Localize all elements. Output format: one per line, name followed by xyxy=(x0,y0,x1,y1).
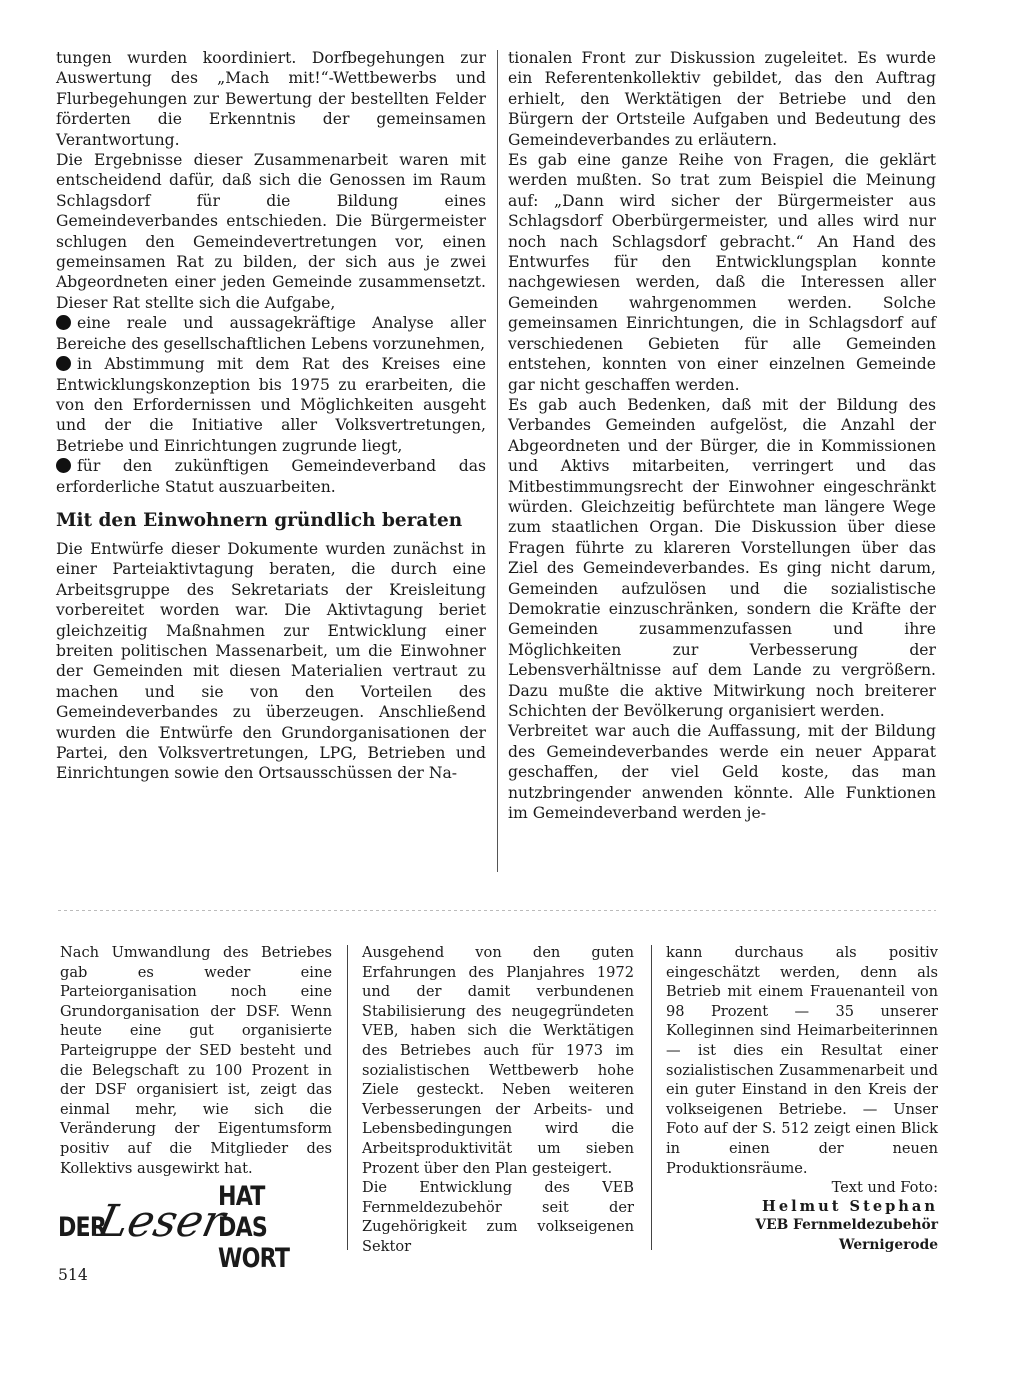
paragraph: Ausgehend von den guten Erfahrungen des Planjahres 1972 und der damit verbundenen Stabilisierung des neugegründeten VEB, haben sich die Werktätigen des Betriebes auch für 1973 im sozialistischen Wettbewerb hohe Ziele gesteckt. Neben weiteren Verbesserungen der Arbeits- und Lebensbedingungen wird die Arbeitsproduktivität um sieben Prozent über den Plan gesteigert. xyxy=(362,944,634,1177)
bullet-text: für den zukünftigen Gemeindeverband das erforderliche Statut auszuarbeiten. xyxy=(56,457,486,496)
credit-location: Wernigerode xyxy=(838,1236,938,1253)
logo-part: HAT DAS WORT xyxy=(217,1180,289,1274)
paragraph: Nach Umwandlung des Betriebes gab es weder eine Parteiorganisation noch eine Grundorganisation der DSF. Wenn heute eine gut organisierte Parteigruppe der SED besteht und die Belegschaft zu 100 Prozent in der DSF organisiert ist, zeigt das einmal mehr, wie sich die Veränderung der Eigentumsform positiv auf die Mitglieder des Kollektivs ausgewirkt hat. xyxy=(60,944,332,1177)
column-logo xyxy=(58,1180,330,1274)
paragraph: Es gab auch Bedenken, daß mit der Bildung des Verbandes Gemeinden aufgelöst, die Anzahl der Abgeordneten und der Bürger, die in Kommissionen und Aktivs mitarbeiten, verringert und das Mitbestimmungsrecht der Einwohner eingeschränkt würden. Gleichzeitig befürchtete man längere Wege zum staatlichen Organ. Die Diskussion über diese Fragen führte zu klareren Vorstellungen über das Ziel des Gemeindeverbandes. Es ging nicht darum, Gemeinden aufzulösen und die sozialistische Demokratie einzuschränken, sondern die Kräfte der Gemeinden zusammenzufassen und ihre Möglichkeiten zur Verbesserung der Lebensverhältnisse auf dem Lande zu vergrößern. Dazu mußte die aktive Mitwirkung noch breiterer Schichten der Bevölkerung organisiert werden. xyxy=(508,395,936,720)
page-number: 514 xyxy=(58,1266,88,1284)
bullet-text: in Abstimmung mit dem Rat des Kreises eine Entwicklungskonzeption bis 1975 zu erarbeiten, die von den Erfordernissen und Möglichkeiten ausgeht und der die Initiative aller Volksvertretungen, Betriebe und Einrichtungen zugrunde liegt, xyxy=(56,355,486,455)
credit-label: Text und Foto: xyxy=(831,1179,938,1196)
paragraph: kann durchaus als positiv eingeschätzt werden, denn als Betrieb mit einem Frauenanteil von 98 Prozent — 35 unserer Kolleginnen sind Heimarbeiterinnen — ist dies ein Resultat einer sozialistischen Zusammenarbeit und ein guter Einstand in den Kreis der volkseigenen Betriebe. — Unser Foto auf der S. 512 zeigt einen Blick in einen der neuen Produktionsräume. xyxy=(666,944,938,1177)
paragraph: Es gab eine ganze Reihe von Fragen, die geklärt werden mußten. So trat zum Beispiel die Meinung auf: „Dann wird sicher der Bürgermeister aus Schlagsdorf Oberbürgermeister, und alles wird nur noch nach Schlagsdorf gebracht.“ An Hand des Entwurfes für den Entwicklungsplan konnte nachgewiesen werden, daß die Interessen aller Gemeinden wahrgenommen werden. Solche gemeinsamen Einrichtungen, die in Schlagsdorf auf verschiedenen Gebieten für alle Gemeinden entstehen, konnten von einer einzelnen Gemeinde gar nicht geschaffen werden. xyxy=(508,151,936,394)
bullet-text: eine reale und aussagekräftige Analyse aller Bereiche des gesellschaftlichen Lebens vorzunehmen, xyxy=(56,314,486,353)
paragraph: tionalen Front zur Diskussion zugeleitet. Es wurde ein Referentenkollektiv gebildet, das den Auftrag erhielt, den Werktätigen der Betriebe und den Bürgern der Ortsteile Aufgaben und Bedeutung des Gemeindeverbandes zu erläutern. xyxy=(508,49,936,149)
left-column xyxy=(56,48,486,784)
section-separator xyxy=(58,910,936,911)
logo-script: Leser xyxy=(93,1196,230,1247)
section-heading: Mit den Einwohnern gründlich beraten xyxy=(56,509,463,531)
bullet-icon xyxy=(56,315,71,330)
paragraph: Verbreitet war auch die Auffassung, mit der Bildung des Gemeindeverbandes werde ein neuer Apparat geschaffen, der viel Geld koste, das man nutzbringender anwenden könnte. Alle Funktionen im Gemeindeverband werden je- xyxy=(508,722,936,823)
column-divider xyxy=(651,945,652,1250)
credit-org: VEB Fernmeldezubehör xyxy=(755,1217,938,1234)
bullet-item xyxy=(56,456,486,497)
bullet-icon xyxy=(56,356,71,371)
right-column xyxy=(508,48,936,823)
column-divider xyxy=(347,945,348,1250)
bullet-icon xyxy=(56,458,71,473)
logo-part: DER xyxy=(58,1211,107,1243)
letter-column-2 xyxy=(362,943,634,1257)
paragraph: tungen wurden koordiniert. Dorfbegehungen zur Auswertung des „Mach mit!“-Wettbewerbs und Flurbegehungen zur Bewertung der bestellten Felder förderten die Erkenntnis der gemeinsamen Verantwortung. xyxy=(56,49,486,149)
credit-block xyxy=(666,1178,938,1255)
credit-name: Helmut Stephan xyxy=(762,1198,938,1216)
column-divider-top xyxy=(497,50,498,872)
letter-column-1 xyxy=(60,943,332,1178)
paragraph: Die Entwicklung des VEB Fernmeldezubehör seit der Zugehörigkeit zum volkseigenen Sektor xyxy=(362,1179,634,1255)
paragraph: Die Entwürfe dieser Dokumente wurden zunächst in einer Parteiaktivtagung beraten, die durch eine Arbeitsgruppe des Sekretariats der Kreisleitung vorbereitet worden war. Die Aktivtagung beriet gleichzeitig Maßnahmen zur Entwicklung einer breiten politischen Massenarbeit, um die Einwohner der Gemeinden mit diesen Materialien vertraut zu machen und sie von den Vorteilen des Gemeindeverbandes zu überzeugen. Anschließend wurden die Entwürfe den Grundorganisationen der Partei, den Volksvertretungen, LPG, Betrieben und Einrichtungen sowie den Ortsausschüssen der Na- xyxy=(56,539,486,783)
paragraph: Die Ergebnisse dieser Zusammenarbeit waren mit entscheidend dafür, daß sich die Genossen im Raum Schlagsdorf für die Bildung eines Gemeindeverbandes entschieden. Die Bürgermeister schlugen den Gemeindevertretungen vor, einen gemeinsamen Rat zu bilden, der sich aus je zwei Abgeordneten einer jeden Gemeinde zusammensetzt. Dieser Rat stellte sich die Aufgabe, xyxy=(56,151,486,312)
bullet-item xyxy=(56,354,486,456)
letter-column-3 xyxy=(666,943,938,1178)
bullet-item xyxy=(56,313,486,354)
